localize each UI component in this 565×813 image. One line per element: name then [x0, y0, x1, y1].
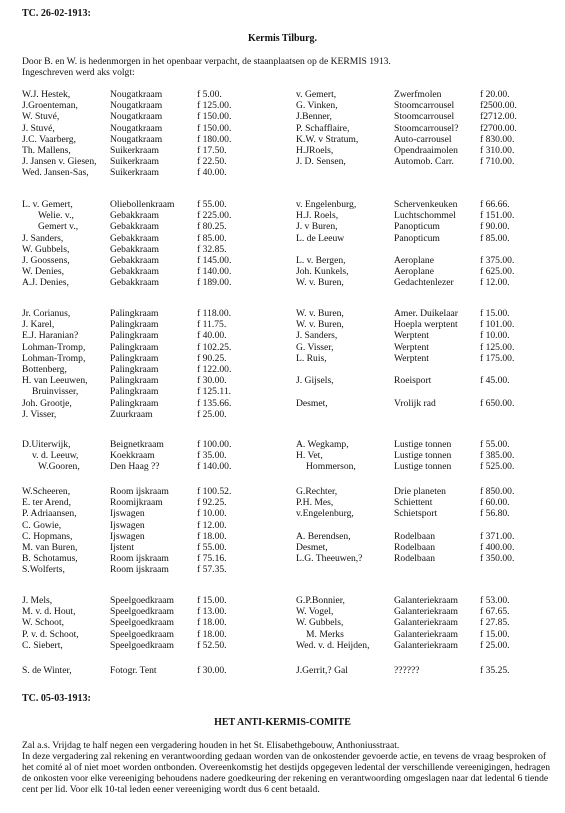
holder-name: A.J. Denies, — [22, 277, 69, 289]
holder-name: M. v. d. Hout, — [22, 606, 76, 618]
table-row — [0, 398, 565, 409]
attraction-type: Hoepla werptent — [394, 319, 458, 331]
table-row — [0, 255, 565, 266]
price-right: f 15.00. — [480, 308, 510, 319]
attraction-type: Panopticum — [394, 221, 440, 233]
price: f 150.00. — [197, 111, 232, 123]
holder-name-right: L. Ruis, — [296, 352, 327, 364]
table-row — [0, 629, 565, 640]
price: f 100.00. — [197, 439, 232, 450]
holder-name-right: W. Vogel, — [296, 606, 334, 618]
price: f 18.00. — [197, 530, 227, 542]
article-title-kermis: Kermis Tilburg. — [247, 33, 318, 44]
price-right: f 60.00. — [480, 497, 510, 509]
price: f 55.00. — [197, 541, 227, 553]
holder-name: W. Schoot, — [22, 617, 65, 629]
price-right: f 15.00. — [480, 628, 510, 640]
price: f 12.00. — [197, 519, 227, 531]
holder-name: J. Stuvé, — [22, 122, 55, 134]
price-right: f2500.00. — [480, 100, 517, 112]
holder-name-right: P. Schafflaire, — [296, 122, 350, 134]
lease-block — [0, 439, 565, 473]
holder-name: P. Adriaansen, — [22, 508, 77, 520]
stall-type: Den Haag ?? — [110, 461, 160, 473]
price-right: f 101.00. — [480, 319, 515, 331]
stall-type: Room ijskraam — [110, 564, 169, 576]
attraction-type: Roeisport — [394, 375, 432, 387]
price: f 80.25. — [197, 221, 227, 233]
attraction-type: Rodelbaan — [394, 553, 436, 565]
stall-type: Roomijkraam — [110, 497, 163, 509]
price: f 122.00. — [197, 363, 232, 375]
price-right: f 310.00. — [480, 144, 515, 156]
price-right: f 625.00. — [480, 266, 515, 278]
attraction-type: Galanteriekraam — [394, 595, 458, 606]
holder-name: Welie. v., — [38, 210, 74, 222]
price-right: f 45.00. — [480, 375, 510, 387]
table-row — [0, 531, 565, 542]
holder-name: W.J. Hestek, — [22, 89, 71, 100]
article-title-comite: HET ANTI-KERMIS-COMITE — [214, 717, 351, 728]
stall-type: Nougatkraam — [110, 89, 163, 100]
price: f 140.00. — [197, 266, 232, 278]
price: f 18.00. — [197, 617, 227, 629]
holder-name: E. ter Arend, — [22, 497, 72, 509]
table-row — [0, 508, 565, 519]
price-right: f 400.00. — [480, 541, 515, 553]
attraction-type: Schietsport — [394, 508, 438, 520]
holder-name-right: Hommerson, — [306, 461, 356, 473]
price-right: f 56.80. — [480, 508, 510, 520]
stall-type: Suikerkraam — [110, 167, 160, 179]
price-right: f 67.65. — [480, 606, 510, 618]
attraction-type: Rodelbaan — [394, 541, 436, 553]
holder-name: W.Gooren, — [38, 461, 80, 473]
table-row — [0, 167, 565, 178]
price: f 100.52. — [197, 486, 232, 497]
table-row — [0, 145, 565, 156]
holder-name: Bruinvisser, — [32, 386, 79, 398]
stall-type: Gebakkraam — [110, 243, 160, 255]
table-row — [0, 266, 565, 277]
table-row — [0, 199, 565, 210]
holder-name-right: G.Rechter, — [296, 486, 338, 497]
lease-block — [0, 308, 565, 420]
table-row — [0, 233, 565, 244]
holder-name: Lohman-Tromp, — [22, 352, 86, 364]
stall-type: Nougatkraam — [110, 133, 163, 145]
stall-type: Ijstent — [110, 541, 134, 553]
holder-name-right: M. Merks — [306, 628, 344, 640]
price: f 5.00. — [197, 89, 222, 100]
attraction-type: ?????? — [394, 665, 420, 676]
holder-name: Jr. Corianus, — [22, 308, 71, 319]
price-right: f 35.25. — [480, 665, 510, 676]
holder-name-right: J.Benner, — [296, 111, 332, 123]
attraction-type: Rodelbaan — [394, 530, 436, 542]
price: f 30.00. — [197, 375, 227, 387]
price: f 125.00. — [197, 100, 232, 112]
price-right: f 151.00. — [480, 210, 515, 222]
price-right: f 371.00. — [480, 530, 515, 542]
lease-block — [0, 199, 565, 289]
table-row — [0, 364, 565, 375]
stall-type: Zuurkraam — [110, 408, 153, 420]
holder-name: Joh. Grootje, — [22, 397, 72, 409]
holder-name-right: v. Engelenburg, — [296, 199, 357, 210]
stall-type: Ijswagen — [110, 530, 145, 542]
price: f 189.00. — [197, 277, 232, 289]
table-row — [0, 409, 565, 420]
holder-name-right: J.Gerrit,? Gal — [296, 665, 348, 676]
attraction-type: Werptent — [394, 330, 429, 342]
attraction-type: Panopticum — [394, 232, 440, 244]
holder-name-right: L. de Leeuw — [296, 232, 345, 244]
price-right: f 66.66. — [480, 199, 510, 210]
price-right: f 20.00. — [480, 89, 510, 100]
holder-name-right: L. v. Bergen, — [296, 254, 346, 266]
attraction-type: Werptent — [394, 352, 429, 364]
price-right: f 850.00. — [480, 486, 515, 497]
attraction-type: Stoomcarrousel — [394, 111, 455, 123]
price-right: f 830.00. — [480, 133, 515, 145]
attraction-type: Lustige tonnen — [394, 439, 452, 450]
table-row — [0, 342, 565, 353]
table-row — [0, 665, 565, 676]
table-row — [0, 319, 565, 330]
stall-type: Nougatkraam — [110, 111, 163, 123]
holder-name: J.C. Vaarberg, — [22, 133, 77, 145]
holder-name: W. Denies, — [22, 266, 65, 278]
price: f 225.00. — [197, 210, 232, 222]
price: f 75.16. — [197, 553, 227, 565]
stall-type: Speelgoedkraam — [110, 639, 174, 651]
holder-name: W. Gubbels, — [22, 243, 70, 255]
holder-name: P. v. d. Schoot, — [22, 628, 79, 640]
holder-name-right: Desmet, — [296, 541, 328, 553]
attraction-type: Zwerfmolen — [394, 89, 442, 100]
holder-name-right: G. Vinken, — [296, 100, 338, 112]
attraction-type: Stoomcarrousel — [394, 100, 455, 112]
stall-type: Palingkraam — [110, 319, 159, 331]
price-right: f 125.00. — [480, 341, 515, 353]
table-row — [0, 542, 565, 553]
attraction-type: Vrolijk rad — [394, 397, 436, 409]
price-right: f 650.00. — [480, 397, 515, 409]
attraction-type: Amer. Duikelaar — [394, 308, 458, 319]
holder-name-right: J. D. Sensen, — [296, 156, 346, 168]
holder-name: W.Scheeren, — [22, 486, 71, 497]
table-row — [0, 89, 565, 100]
attraction-type: Drie planeten — [394, 486, 446, 497]
lease-block — [0, 665, 565, 676]
attraction-type: Gedachtenlezer — [394, 277, 454, 289]
price: f 57.35. — [197, 564, 227, 576]
stall-type: Palingkraam — [110, 352, 159, 364]
stall-type: Palingkraam — [110, 375, 159, 387]
attraction-type: Opendraaimolen — [394, 144, 458, 156]
price-right: f 175.00. — [480, 352, 515, 364]
price-right: f2700.00. — [480, 122, 517, 134]
price: f 35.00. — [197, 450, 227, 462]
stall-type: Gebakkraam — [110, 232, 160, 244]
holder-name: S. de Winter, — [22, 665, 72, 676]
stall-type: Beignetkraam — [110, 439, 164, 450]
attraction-type: Lustige tonnen — [394, 461, 452, 473]
holder-name: J. Karel, — [22, 319, 55, 331]
price: f 125.11. — [197, 386, 232, 398]
stall-type: Palingkraam — [110, 330, 159, 342]
holder-name: J. Mels, — [22, 595, 53, 606]
holder-name: D.Uiterwijk, — [22, 439, 71, 450]
attraction-type: Galanteriekraam — [394, 617, 458, 629]
table-row — [0, 375, 565, 386]
stall-type: Palingkraam — [110, 363, 159, 375]
holder-name: B. Schotamus, — [22, 553, 78, 565]
holder-name: C. Gowie, — [22, 519, 62, 531]
holder-name: C. Hopmans, — [22, 530, 73, 542]
table-row — [0, 308, 565, 319]
holder-name-right: W. v. Buren, — [296, 277, 344, 289]
price-right: f 25.00. — [480, 639, 510, 651]
holder-name: Bottenberg, — [22, 363, 67, 375]
price-right: f 27.85. — [480, 617, 510, 629]
holder-name: E.J. Haranian? — [22, 330, 79, 342]
stall-type: Gebakkraam — [110, 277, 160, 289]
price: f 18.00. — [197, 628, 227, 640]
price: f 30.00. — [197, 665, 227, 676]
holder-name: M. van Buren, — [22, 541, 78, 553]
attraction-type: Galanteriekraam — [394, 628, 458, 640]
price: f 135.66. — [197, 397, 232, 409]
price: f 25.00. — [197, 408, 227, 420]
holder-name-right: P.H. Mes, — [296, 497, 334, 509]
holder-name-right: J. Gijsels, — [296, 375, 334, 387]
stall-type: Palingkraam — [110, 386, 159, 398]
lease-block — [0, 486, 565, 576]
price: f 102.25. — [197, 341, 232, 353]
price-right: f 10.00. — [480, 330, 510, 342]
attraction-type: Schiettent — [394, 497, 433, 509]
attraction-type: Aeroplane — [394, 266, 434, 278]
attraction-type: Luchtschommel — [394, 210, 456, 222]
lease-block — [0, 595, 565, 651]
table-row — [0, 450, 565, 461]
attraction-type: Schervenkeuken — [394, 199, 458, 210]
holder-name-right: G.P.Bonnier, — [296, 595, 345, 606]
stall-type: Gebakkraam — [110, 266, 160, 278]
price: f 90.25. — [197, 352, 227, 364]
holder-name-right: K.W. v Stratum, — [296, 133, 359, 145]
table-row — [0, 244, 565, 255]
holder-name-right: W. v. Buren, — [296, 308, 344, 319]
price: f 40.00. — [197, 330, 227, 342]
comite-paragraph: Zal a.s. Vrijdag te half negen een vergadering houden in het St. Elisabethgebouw, Anthoniusstraat. In deze vergadering zal rekening en verantwoording gedaan worden van de onkostender gevoerde actie, en tevens de vraag besproken of het comité al of niet moet worden ontbonden. Overeenkomstig het destijds opgegeven ledental der verschillende vereenigingen, hedragen de onkosten voor elke vereeniging behoudens nadere goedkeuring der rekening en verantwoording omgeslagen naar dat ledental 6 tiende cent per lid. Voor elk 10-tal leden eener vereeniging wordt dus 6 cent betaald. — [22, 740, 551, 795]
price-right: f 710.00. — [480, 156, 515, 168]
stall-type: Nougatkraam — [110, 122, 163, 134]
table-row — [0, 111, 565, 122]
attraction-type: Automob. Carr. — [394, 156, 454, 168]
stall-type: Suikerkraam — [110, 156, 160, 168]
price: f 32.85. — [197, 243, 227, 255]
stall-type: Nougatkraam — [110, 100, 163, 112]
holder-name-right: A. Wegkamp, — [296, 439, 349, 450]
holder-name-right: H.JRoels, — [296, 144, 334, 156]
price: f 55.00. — [197, 199, 227, 210]
table-row — [0, 100, 565, 111]
holder-name: J. Jansen v. Giesen, — [22, 156, 97, 168]
stall-type: Room ijskraam — [110, 553, 169, 565]
holder-name: C. Siebert, — [22, 639, 63, 651]
price: f 92.25. — [197, 497, 227, 509]
holder-name: L. v. Gemert, — [22, 199, 73, 210]
holder-name: Wed. Jansen-Sas, — [22, 167, 89, 179]
stall-type: Speelgoedkraam — [110, 606, 174, 618]
table-row — [0, 439, 565, 450]
attraction-type: Auto-carrousel — [394, 133, 452, 145]
table-row — [0, 617, 565, 628]
price: f 52.50. — [197, 639, 227, 651]
price: f 13.00. — [197, 606, 227, 618]
table-row — [0, 156, 565, 167]
price: f 40.00. — [197, 167, 227, 179]
holder-name-right: L.G. Theeuwen,? — [296, 553, 363, 565]
price-right: f 90.00. — [480, 221, 510, 233]
price: f 118.00. — [197, 308, 232, 319]
holder-name: Lohman-Tromp, — [22, 341, 86, 353]
attraction-type: Galanteriekraam — [394, 639, 458, 651]
holder-name: J. Goossens, — [22, 254, 70, 266]
holder-name: J. Visser, — [22, 408, 57, 420]
price: f 15.00. — [197, 595, 227, 606]
header-date-2: TC. 05-03-1913: — [22, 693, 91, 704]
holder-name: H. van Leeuwen, — [22, 375, 88, 387]
attraction-type: Galanteriekraam — [394, 606, 458, 618]
holder-name: Gemert v., — [38, 221, 79, 233]
attraction-type: Stoomcarrousel? — [394, 122, 459, 134]
holder-name: v. d. Leeuw, — [32, 450, 79, 462]
price: f 145.00. — [197, 254, 232, 266]
stall-type: Suikerkraam — [110, 144, 160, 156]
stall-type: Palingkraam — [110, 341, 159, 353]
stall-type: Koekkraam — [110, 450, 155, 462]
stall-type: Gebakkraam — [110, 210, 160, 222]
holder-name-right: J. Sanders, — [296, 330, 338, 342]
table-row — [0, 221, 565, 232]
table-row — [0, 640, 565, 651]
stall-type: Fotogr. Tent — [110, 665, 157, 676]
holder-name-right: Wed. v. d. Heijden, — [296, 639, 370, 651]
stall-type: Speelgoedkraam — [110, 617, 174, 629]
stall-type: Oliebollenkraam — [110, 199, 175, 210]
holder-name-right: J. v Buren, — [296, 221, 338, 233]
holder-name-right: A. Berendsen, — [296, 530, 351, 542]
stall-type: Palingkraam — [110, 397, 159, 409]
holder-name-right: Joh. Kunkels, — [296, 266, 349, 278]
holder-name: J. Sanders, — [22, 232, 64, 244]
stall-type: Speelgoedkraam — [110, 628, 174, 640]
stall-type: Room ijskraam — [110, 486, 169, 497]
lease-block — [0, 89, 565, 179]
holder-name: S.Wolferts, — [22, 564, 65, 576]
table-row — [0, 330, 565, 341]
price: f 140.00. — [197, 461, 232, 473]
attraction-type: Lustige tonnen — [394, 450, 452, 462]
holder-name-right: W. Gubbels, — [296, 617, 344, 629]
holder-name-right: v.Engelenburg, — [296, 508, 354, 520]
price-right: f 525.00. — [480, 461, 515, 473]
table-row — [0, 564, 565, 575]
price-right: f 85.00. — [480, 232, 510, 244]
holder-name: W. Stuvé, — [22, 111, 60, 123]
attraction-type: Aeroplane — [394, 254, 434, 266]
price: f 150.00. — [197, 122, 232, 134]
price: f 22.50. — [197, 156, 227, 168]
holder-name: Th. Mallens, — [22, 144, 71, 156]
stall-type: Ijswagen — [110, 508, 145, 520]
price-right: f 385.00. — [480, 450, 515, 462]
table-row — [0, 595, 565, 606]
price-right: f 53.00. — [480, 595, 510, 606]
table-row — [0, 553, 565, 564]
table-row — [0, 486, 565, 497]
price-right: f 55.00. — [480, 439, 510, 450]
stall-type: Gebakkraam — [110, 221, 160, 233]
attraction-type: Werptent — [394, 341, 429, 353]
table-row — [0, 520, 565, 531]
stall-type: Gebakkraam — [110, 254, 160, 266]
table-row — [0, 497, 565, 508]
holder-name: J.Groenteman, — [22, 100, 78, 112]
price: f 180.00. — [197, 133, 232, 145]
table-row — [0, 353, 565, 364]
table-row — [0, 386, 565, 397]
price-right: f 350.00. — [480, 553, 515, 565]
table-row — [0, 606, 565, 617]
holder-name-right: H.J. Roels, — [296, 210, 339, 222]
holder-name-right: W. v. Buren, — [296, 319, 344, 331]
table-row — [0, 461, 565, 472]
price: f 17.50. — [197, 144, 227, 156]
holder-name-right: Desmet, — [296, 397, 328, 409]
price-right: f2712.00. — [480, 111, 517, 123]
table-row — [0, 210, 565, 221]
table-row — [0, 134, 565, 145]
price-right: f 12.00. — [480, 277, 510, 289]
table-row — [0, 277, 565, 288]
holder-name-right: v. Gemert, — [296, 89, 337, 100]
stall-type: Speelgoedkraam — [110, 595, 174, 606]
stall-type: Ijswagen — [110, 519, 145, 531]
price: f 85.00. — [197, 232, 227, 244]
intro-paragraph: Door B. en W. is hedenmorgen in het openbaar verpacht, de staanplaatsen op de KERMIS 1913. Ingeschreven werd aks volgt: — [22, 56, 391, 78]
price: f 11.75. — [197, 319, 227, 331]
price: f 10.00. — [197, 508, 227, 520]
price-right: f 375.00. — [480, 254, 515, 266]
holder-name-right: G. Visser, — [296, 341, 334, 353]
stall-type: Palingkraam — [110, 308, 159, 319]
holder-name-right: H. Vet, — [296, 450, 323, 462]
header-date-1: TC. 26-02-1913: — [22, 8, 91, 19]
table-row — [0, 123, 565, 134]
